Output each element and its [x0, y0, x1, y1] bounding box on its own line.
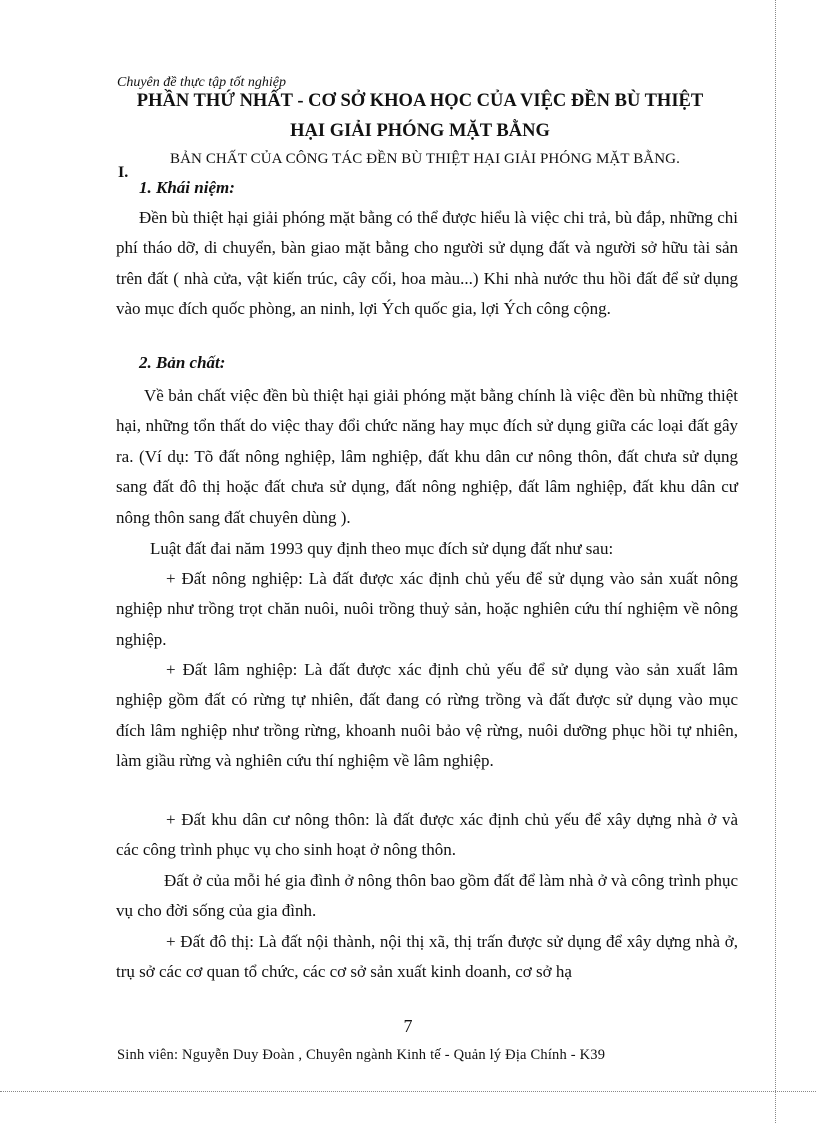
page-margin-line-right — [775, 0, 777, 1123]
page-margin-line-bottom — [0, 1091, 816, 1093]
paragraph-forestry-land: + Đất lâm nghiệp: Là đất được xác định chủ yếu để sử dụng vào sản xuất lâm nghiệp gồm đất có rừng tự nhiên, đất đang có rừng trồng và đất được sử dụng vào mục đích lâm nghiệp như trồng rừng, khoanh nuôi bảo vệ rừng, nuôi dưỡng phục hồi tự nhiên, làm giầu rừng và nghiên cứu thí nghiệm về lâm nghiệp. — [116, 660, 738, 771]
section-number: I. — [118, 164, 129, 181]
running-header: Chuyên đề thực tập tốt nghiệp — [117, 75, 286, 90]
section-title: BẢN CHẤT CỦA CÔNG TÁC ĐỀN BÙ THIỆT HẠI GIẢI PHÓNG MẶT BẰNG. — [170, 151, 680, 167]
paragraph-nature: Về bản chất việc đền bù thiệt hại giải phóng mặt bằng chính là việc đền bù những thiệt hại, những tổn thất do việc thay đổi chức năng hay mục đích sử dụng giữa các loại đất gây ra. (Ví dụ: Tõ đất nông nghiệp, lâm nghiệp, đất khu dân cư nông thôn, đất chưa sử dụng sang đất đô thị hoặc đất chưa sử dụng, đất nông nghiệp, đất lâm nghiệp, đất khu dân cư nông thôn sang đất chuyên dùng ). — [116, 386, 738, 527]
paragraph-concept: Đền bù thiệt hại giải phóng mặt bằng có thể được hiểu là việc chi trả, bù đắp, những chi phí tháo dỡ, di chuyển, bàn giao mặt bằng cho người sử dụng đất và người sở hữu tài sản trên đất ( nhà cửa, vật kiến trúc, cây cối, hoa màu...) Khi nhà nước thu hồi đất để sử dụng vào mục đích quốc phòng, an ninh, lợi Ých quốc gia, lợi Ých công cộng. — [116, 208, 738, 319]
subsection-heading-concept: 1. Khái niệm: — [139, 178, 235, 197]
paragraph-urban-land: + Đất đô thị: Là đất nội thành, nội thị xã, thị trấn được sử dụng để xây dựng nhà ở, trụ sở các cơ quan tổ chức, các cơ sở sản xuất kinh doanh, cơ sở hạ — [116, 932, 738, 982]
paragraph-household-land: Đất ở của mỗi hé gia đình ở nông thôn bao gồm đất để làm nhà ở và công trình phục vụ cho đời sống của gia đình. — [116, 871, 738, 921]
paragraph-rural-residential-land: + Đất khu dân cư nông thôn: là đất được xác định chủ yếu để xây dựng nhà ở và các công trình phục vụ cho sinh hoạt ở nông thôn. — [116, 810, 738, 860]
footer: Sinh viên: Nguyễn Duy Đoàn , Chuyên ngành Kinh tế - Quản lý Địa Chính - K39 — [117, 1047, 606, 1063]
subsection-heading-nature: 2. Bản chất: — [139, 353, 226, 372]
paragraph-agricultural-land: + Đất nông nghiệp: Là đất được xác định chủ yếu để sử dụng vào sản xuất nông nghiệp như trồng trọt chăn nuôi, nuôi trồng thuỷ sản, hoặc nghiên cứu thí nghiệm về nông nghiệp. — [116, 569, 738, 649]
paragraph-land-law: Luật đất đai năm 1993 quy định theo mục đích sử dụng đất như sau: — [150, 539, 614, 558]
chapter-title-line-1: PHẦN THỨ NHẤT - CƠ SỞ KHOA HỌC CỦA VIỆC ĐỀN BÙ THIỆT — [136, 91, 704, 111]
page-number: 7 — [403, 1016, 413, 1036]
chapter-title-line-2: HẠI GIẢI PHÓNG MẶT BẰNG — [290, 121, 550, 141]
